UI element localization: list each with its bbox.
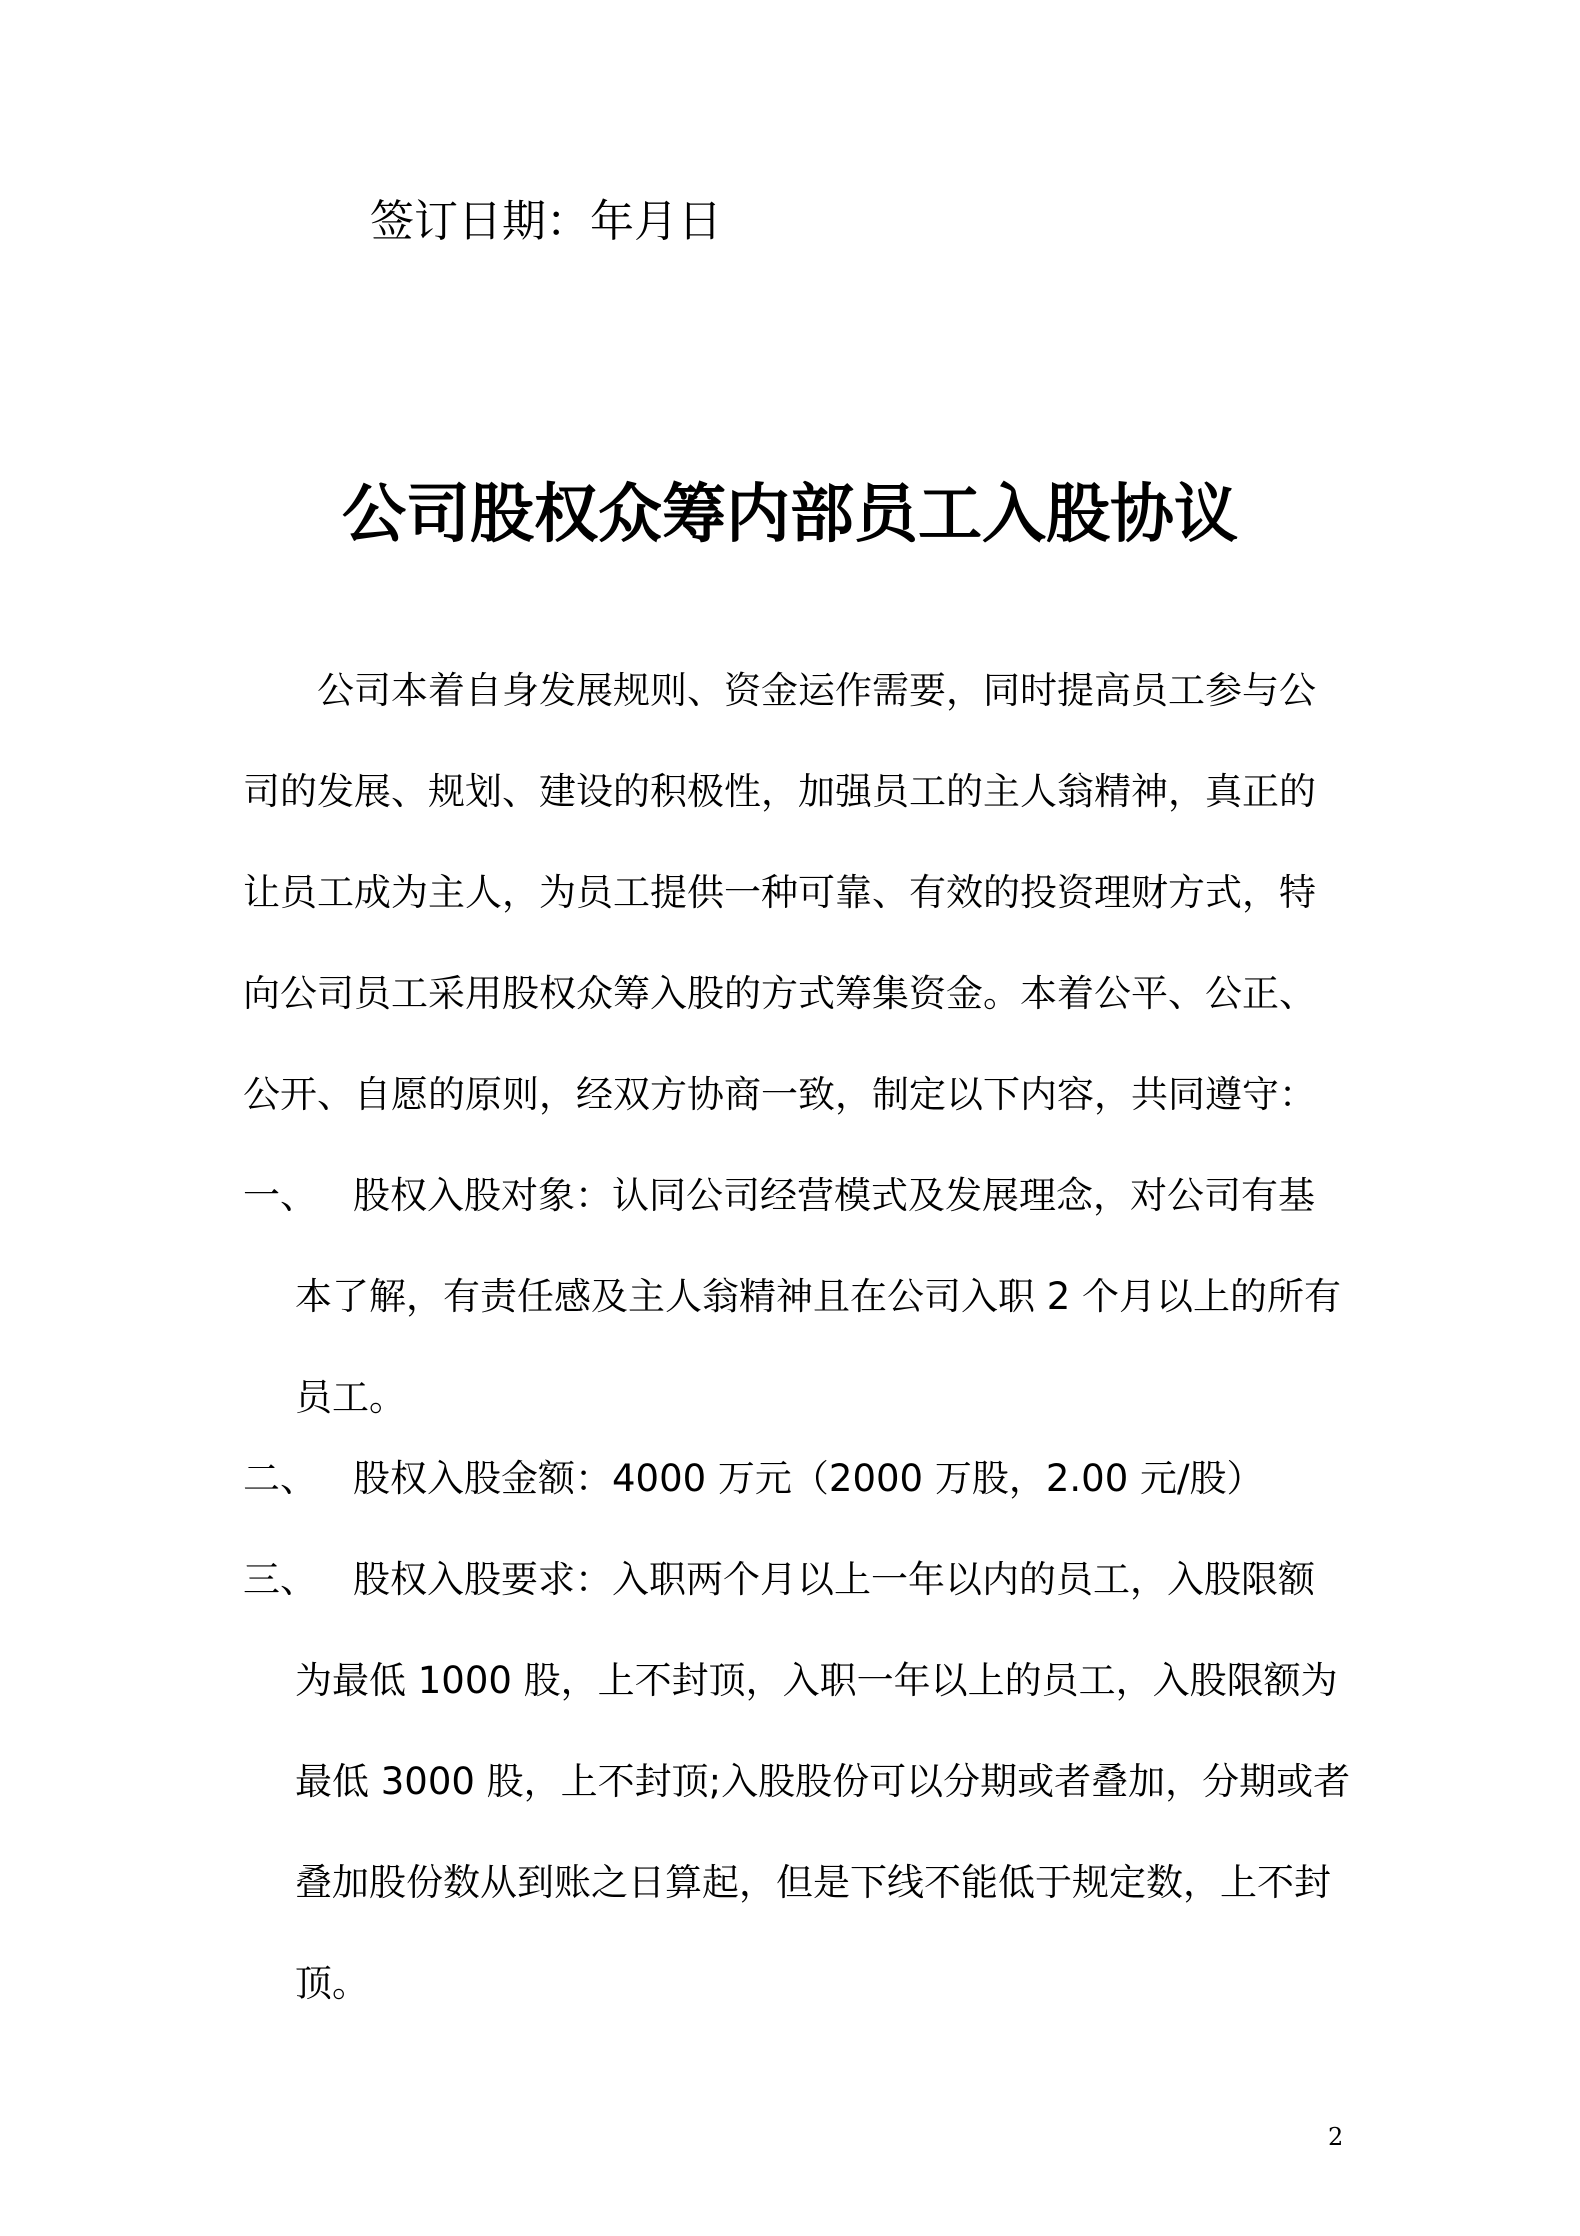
clause-1: [243, 1145, 1353, 1448]
intro-line: 向公司员工采用股权众筹入股的方式筹集资金。本着公平、公正、: [243, 972, 1316, 1015]
document-title: 公司股权众筹内部员工入股协议: [342, 478, 1238, 552]
clause-line: 最低 3000 股，上不封顶;入股股份可以分期或者叠加，分期或者: [295, 1760, 1351, 1803]
intro-line: 公开、自愿的原则，经双方协商一致，制定以下内容，共同遵守：: [243, 1073, 1316, 1116]
clause-line: 为最低 1000 股，上不封顶，入职一年以上的员工，入股限额为: [295, 1659, 1338, 1702]
clause-2: [243, 1428, 1353, 1529]
page-number: 2: [1328, 2123, 1344, 2151]
clause-number: 二、: [243, 1457, 317, 1500]
clause-number: 三、: [243, 1558, 317, 1601]
clause-3: [243, 1529, 1353, 2034]
clause-line: 股权入股对象：认同公司经营模式及发展理念，对公司有基: [353, 1174, 1315, 1217]
intro-line: 让员工成为主人，为员工提供一种可靠、有效的投资理财方式，特: [243, 871, 1316, 914]
clause-number: 一、: [243, 1174, 317, 1217]
intro-line: 公司本着自身发展规则、资金运作需要，同时提高员工参与公: [317, 669, 1316, 712]
clause-line: 叠加股份数从到账之日算起，但是下线不能低于规定数，上不封: [295, 1861, 1331, 1904]
clause-line: 员工。: [295, 1376, 406, 1419]
clause-line: 股权入股要求：入职两个月以上一年以内的员工，入股限额: [353, 1558, 1315, 1601]
intro-paragraph: [243, 640, 1353, 1145]
intro-line: 司的发展、规划、建设的积极性，加强员工的主人翁精神，真正的: [243, 770, 1316, 813]
clause-line: 本了解，有责任感及主人翁精神且在公司入职 2 个月以上的所有: [295, 1275, 1342, 1318]
clause-line: 股权入股金额：4000 万元（2000 万股，2.00 元/股）: [353, 1457, 1264, 1500]
clause-line: 顶。: [295, 1962, 369, 2005]
sign-date: 签订日期：年月日: [370, 196, 722, 247]
